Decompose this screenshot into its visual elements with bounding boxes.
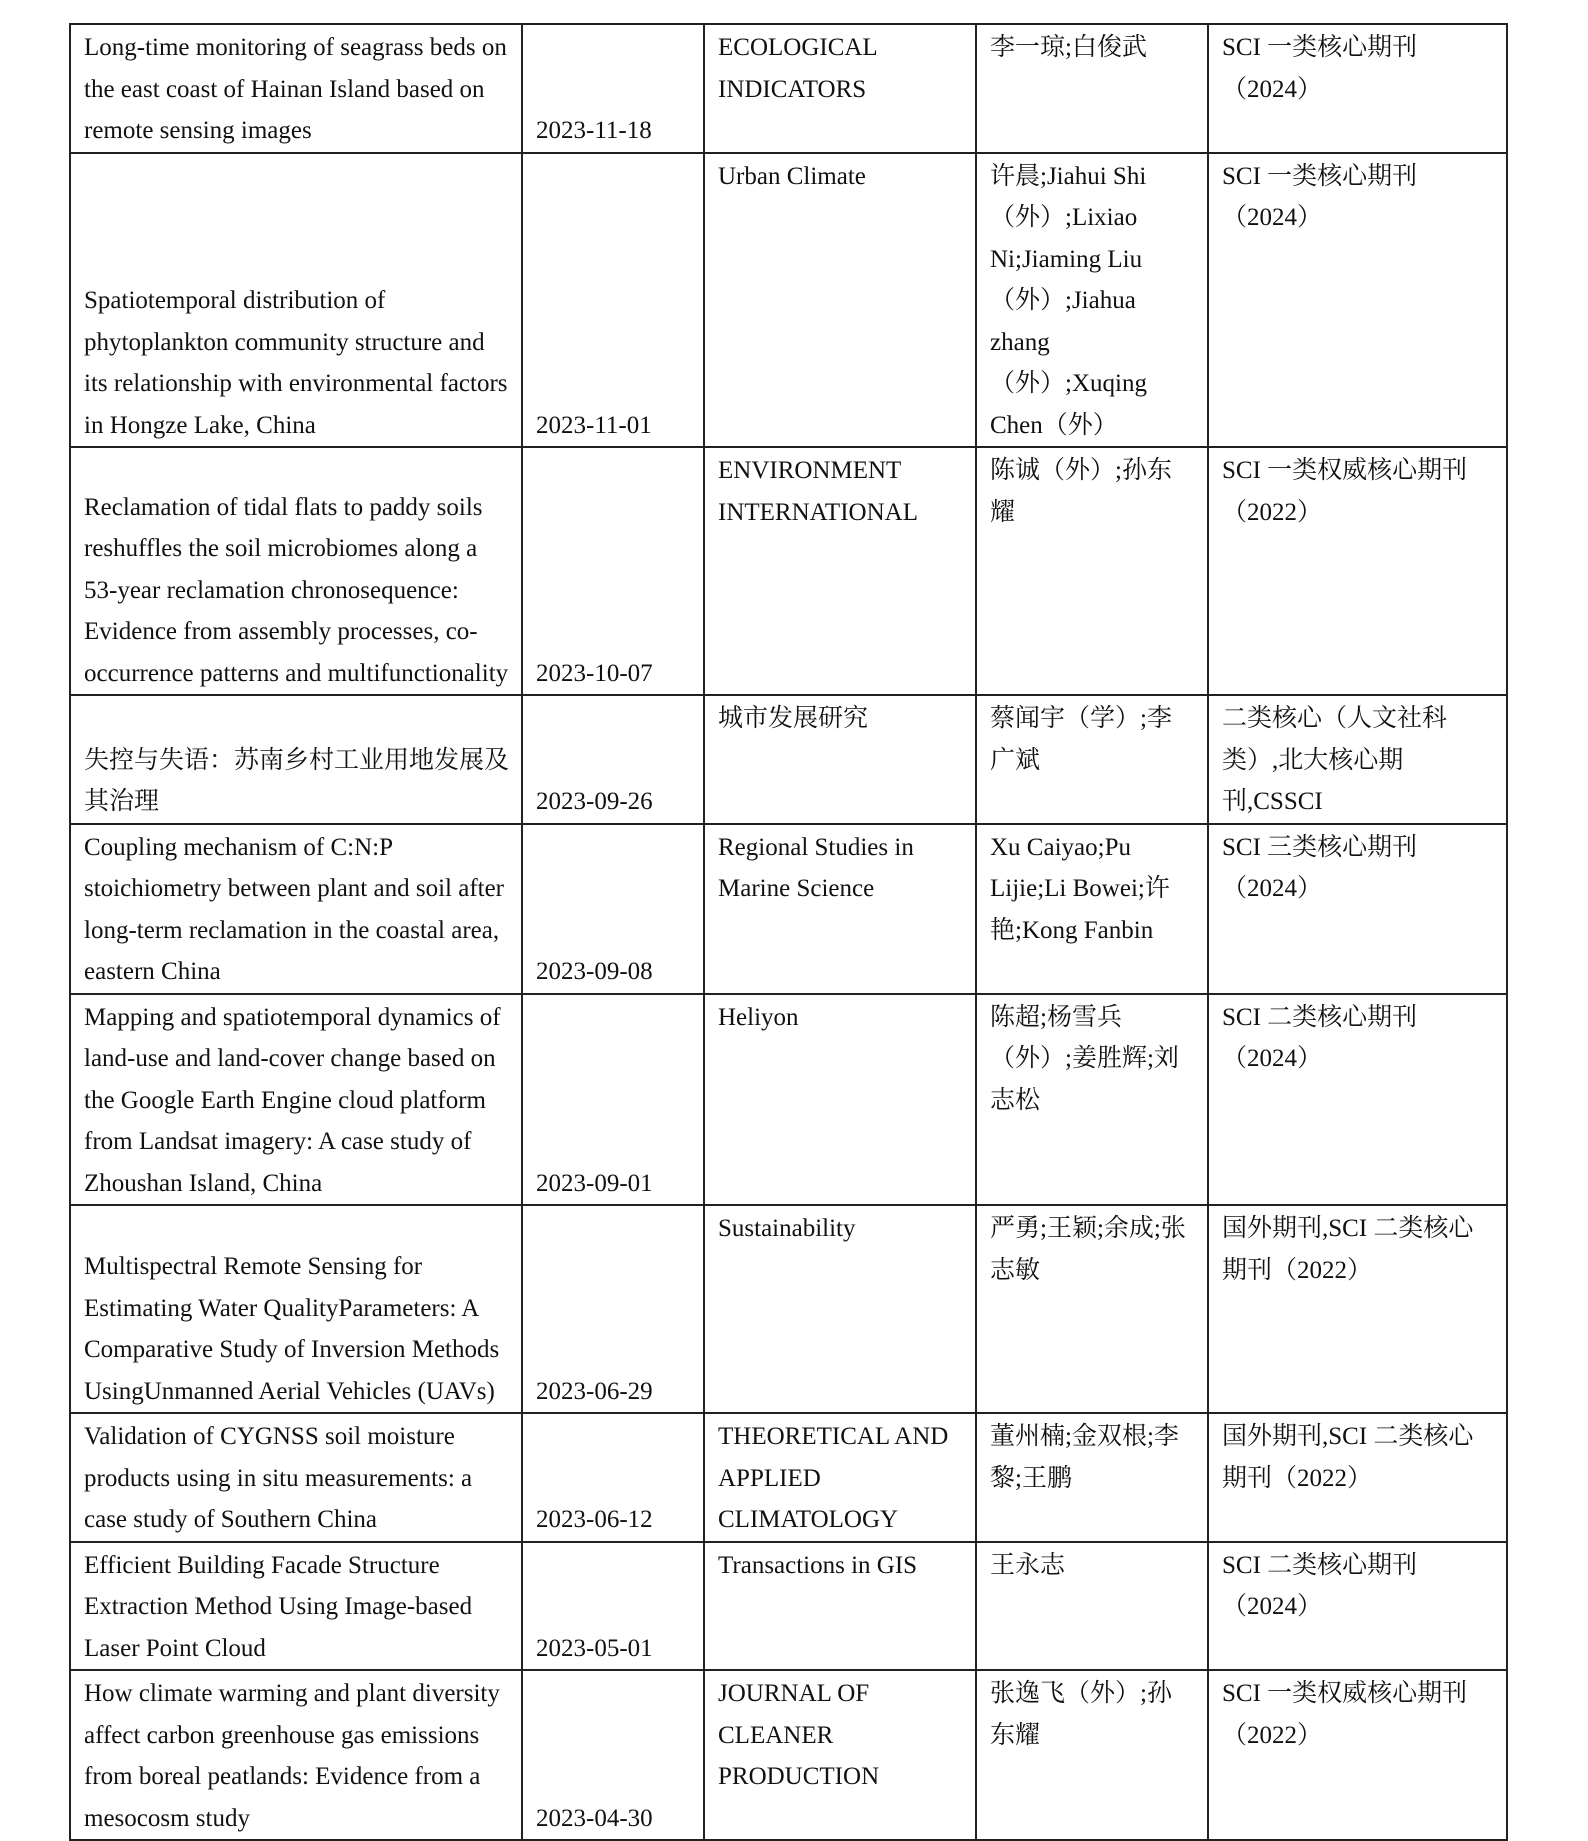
table-row [70,695,1507,824]
level-cell: 国外期刊,SCI 二类核心期刊（2022） [1208,1413,1507,1542]
journal-cell: 城市发展研究 [704,695,976,824]
journal-cell: Regional Studies in Marine Science [704,824,976,994]
level-cell: SCI 一类权威核心期刊（2022） [1208,1670,1507,1840]
table-row [70,1205,1507,1413]
authors-cell: 许晨;Jiahui Shi（外）;Lixiao Ni;Jiaming Liu（外）;Jiahua zhang（外）;Xuqing Chen（外） [976,153,1208,448]
level-cell: SCI 一类核心期刊（2024） [1208,153,1507,448]
level-cell: SCI 一类核心期刊（2024） [1208,24,1507,153]
date-cell: 2023-09-08 [522,824,704,994]
date-cell: 2023-06-12 [522,1413,704,1542]
paper-title-cell: Reclamation of tidal flats to paddy soils reshuffles the soil microbiomes along a 53-year reclamation chronosequence: Evidence from assembly processes, co-occurrence patterns and multifunctionality [70,447,522,695]
level-cell: 二类核心（人文社科类）,北大核心期刊,CSSCI [1208,695,1507,824]
journal-cell: THEORETICAL AND APPLIED CLIMATOLOGY [704,1413,976,1542]
journal-cell: Urban Climate [704,153,976,448]
date-cell: 2023-06-29 [522,1205,704,1413]
journal-cell: Transactions in GIS [704,1542,976,1671]
paper-title-cell: Mapping and spatiotemporal dynamics of land-use and land-cover change based on the Google Earth Engine cloud platform from Landsat imagery: A case study of Zhoushan Island, China [70,994,522,1206]
table-row [70,1670,1507,1840]
authors-cell: 张逸飞（外）;孙东耀 [976,1670,1208,1840]
table-row [70,24,1507,153]
date-cell: 2023-11-18 [522,24,704,153]
level-cell: SCI 二类核心期刊（2024） [1208,994,1507,1206]
date-cell: 2023-05-01 [522,1542,704,1671]
paper-title-cell: Long-time monitoring of seagrass beds on the east coast of Hainan Island based on remote sensing images [70,24,522,153]
date-cell: 2023-09-01 [522,994,704,1206]
authors-cell: 董州楠;金双根;李黎;王鹏 [976,1413,1208,1542]
publications-table [69,23,1508,1841]
authors-cell: 王永志 [976,1542,1208,1671]
authors-cell: 陈超;杨雪兵（外）;姜胜辉;刘志松 [976,994,1208,1206]
authors-cell: 陈诚（外）;孙东耀 [976,447,1208,695]
authors-cell: 李一琼;白俊武 [976,24,1208,153]
table-row [70,1413,1507,1542]
authors-cell: 严勇;王颖;余成;张志敏 [976,1205,1208,1413]
date-cell: 2023-09-26 [522,695,704,824]
date-cell: 2023-04-30 [522,1670,704,1840]
table-row [70,447,1507,695]
date-cell: 2023-10-07 [522,447,704,695]
level-cell: SCI 一类权威核心期刊（2022） [1208,447,1507,695]
table-row [70,153,1507,448]
paper-title-cell: Multispectral Remote Sensing for Estimating Water QualityParameters: A Comparative Study of Inversion Methods UsingUnmanned Aerial Vehicles (UAVs) [70,1205,522,1413]
level-cell: SCI 三类核心期刊（2024） [1208,824,1507,994]
journal-cell: ENVIRONMENT INTERNATIONAL [704,447,976,695]
paper-title-cell: Spatiotemporal distribution of phytoplankton community structure and its relationship with environmental factors in Hongze Lake, China [70,153,522,448]
level-cell: 国外期刊,SCI 二类核心期刊（2022） [1208,1205,1507,1413]
journal-cell: ECOLOGICAL INDICATORS [704,24,976,153]
authors-cell: 蔡闻宇（学）;李广斌 [976,695,1208,824]
journal-cell: Sustainability [704,1205,976,1413]
paper-title-cell: Efficient Building Facade Structure Extraction Method Using Image-based Laser Point Cloud [70,1542,522,1671]
table-row [70,824,1507,994]
date-cell: 2023-11-01 [522,153,704,448]
journal-cell: JOURNAL OF CLEANER PRODUCTION [704,1670,976,1840]
paper-title-cell: Coupling mechanism of C:N:P stoichiometry between plant and soil after long-term reclamation in the coastal area, eastern China [70,824,522,994]
level-cell: SCI 二类核心期刊（2024） [1208,1542,1507,1671]
paper-title-cell: 失控与失语：苏南乡村工业用地发展及其治理 [70,695,522,824]
paper-title-cell: Validation of CYGNSS soil moisture products using in situ measurements: a case study of Southern China [70,1413,522,1542]
table-row [70,994,1507,1206]
paper-title-cell: How climate warming and plant diversity affect carbon greenhouse gas emissions from boreal peatlands: Evidence from a mesocosm study [70,1670,522,1840]
authors-cell: Xu Caiyao;Pu Lijie;Li Bowei;许艳;Kong Fanbin [976,824,1208,994]
table-row [70,1542,1507,1671]
journal-cell: Heliyon [704,994,976,1206]
